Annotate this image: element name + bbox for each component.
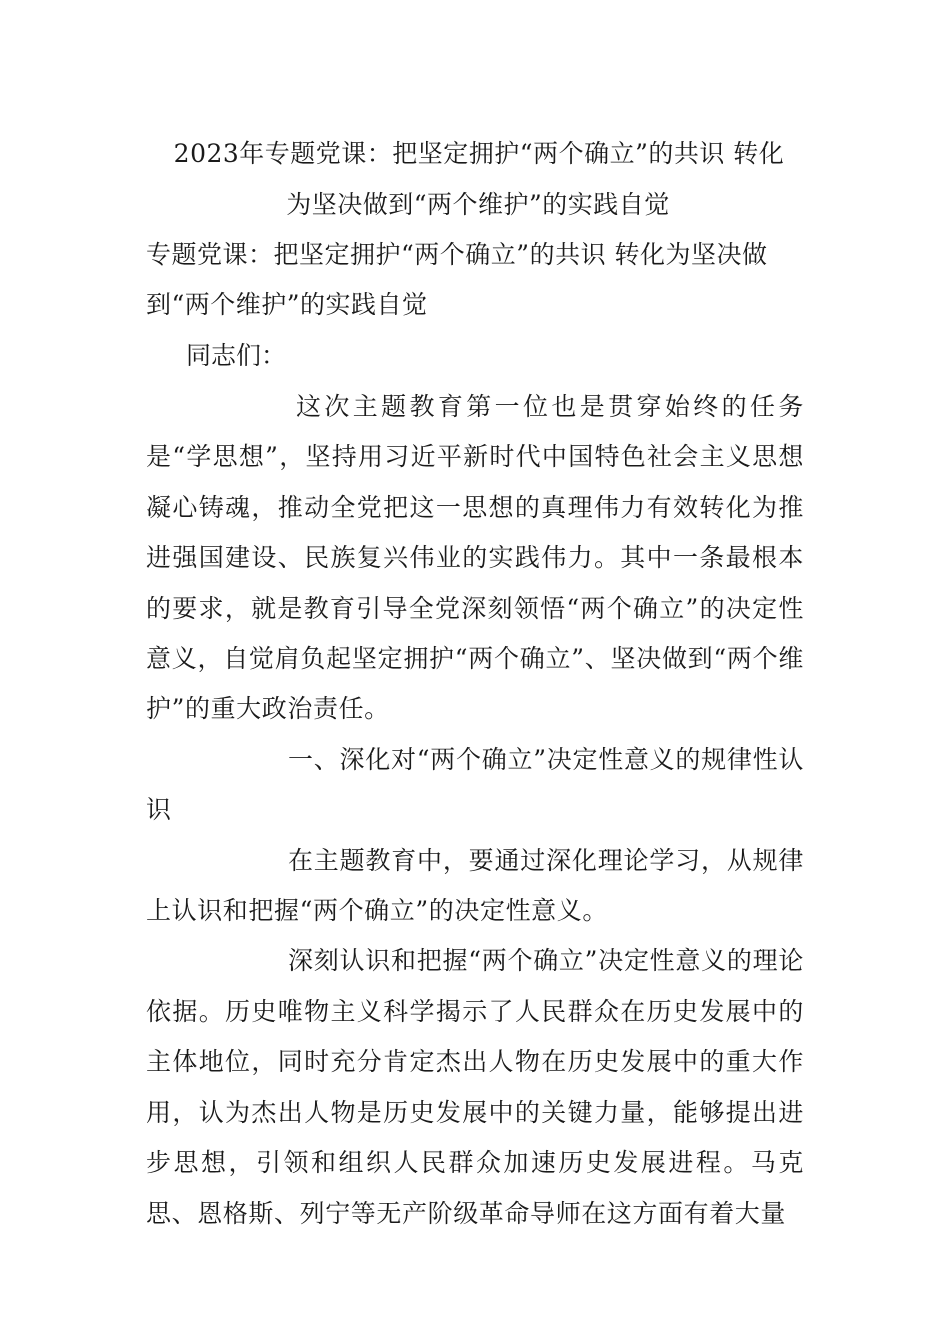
document-title <box>146 128 804 230</box>
section-heading-1: 一、深化对“两个确立”决定性意义的规律性认识 <box>146 744 804 825</box>
title-line-1: 2023年专题党课：把坚定拥护“两个确立”的共识 转化 <box>173 139 785 168</box>
paragraph-section-1-lead: 在主题教育中，要通过深化理论学习，从规律上认识和把握“两个确立”的决定性意义。 <box>146 845 804 926</box>
document-subtitle: 专题党课：把坚定拥护“两个确立”的共识 转化为坚决做到“两个维护”的实践自觉 <box>146 240 768 319</box>
title-line-2: 为坚决做到“两个维护”的实践自觉 <box>286 190 670 219</box>
salutation: 同志们： <box>186 341 287 370</box>
paragraph-theory-basis: 深刻认识和把握“两个确立”决定性意义的理论依据。历史唯物主义科学揭示了人民群众在历史发展中的主体地位，同时充分肯定杰出人物在历史发展中的重大作用，认为杰出人物是历史发展中的关键力量，能够提出进步思想，引领和组织人民群众加速历史发展进程。马克思、恩格斯、列宁等无产阶级革命导师在这方面有着大量 <box>146 946 804 1228</box>
paragraph-intro: 这次主题教育第一位也是贯穿始终的任务是“学思想”，坚持用习近平新时代中国特色社会主义思想凝心铸魂，推动全党把这一思想的真理伟力有效转化为推进强国建设、民族复兴伟业的实践伟力。其中一条最根本的要求，就是教育引导全党深刻领悟“两个确立”的决定性意义，自觉肩负起坚定拥护“两个确立”、坚决做到“两个维护”的重大政治责任。 <box>146 392 804 724</box>
